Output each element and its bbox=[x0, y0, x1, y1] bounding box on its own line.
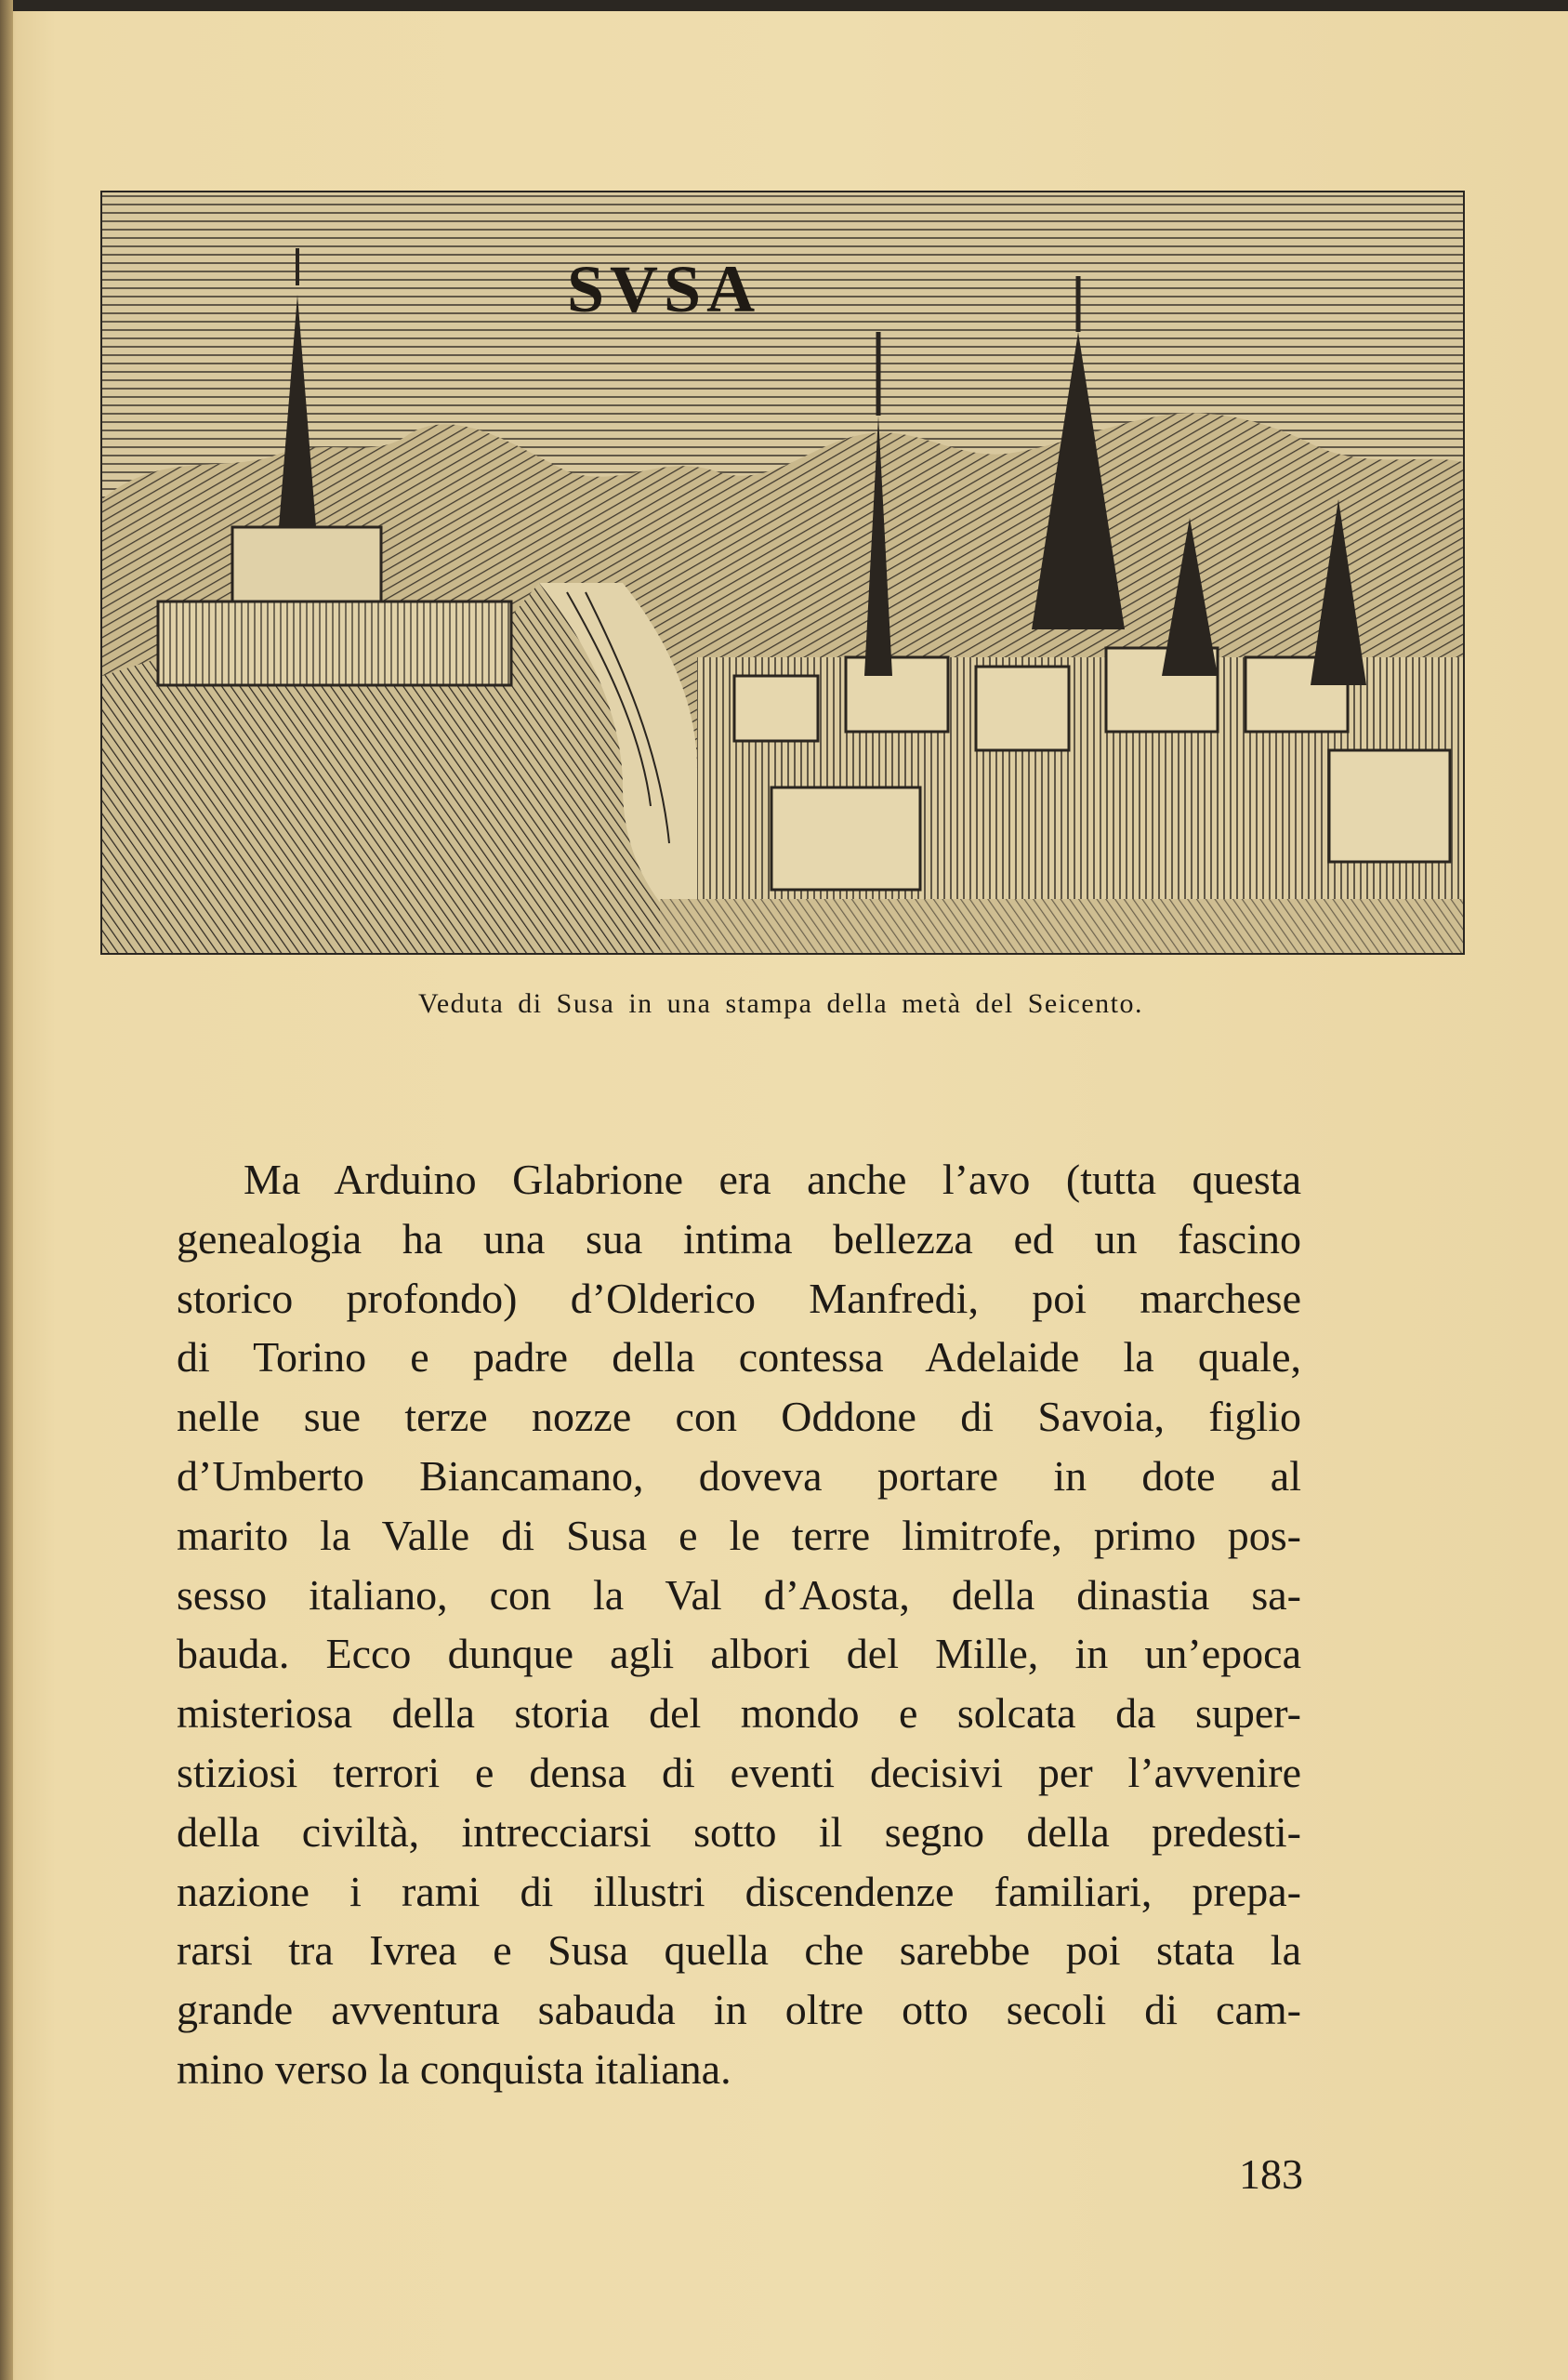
text-line: d’Umberto Biancamano, doveva portare in dote al bbox=[177, 1451, 1301, 1500]
illustration-caption: Veduta di Susa in una stampa della metà del Seicento. bbox=[418, 988, 1143, 1019]
text-line: di Torino e padre della contessa Adelaide la quale, bbox=[177, 1333, 1301, 1382]
text-line: rarsi tra Ivrea e Susa quella che sarebbe poi stata la bbox=[177, 1926, 1301, 1975]
text-line: sesso italiano, con la Val d’Aosta, della dinastia sa- bbox=[177, 1570, 1301, 1619]
body-paragraph bbox=[177, 1150, 1301, 2099]
page-number: 183 bbox=[1239, 2150, 1303, 2198]
page-binding-edge bbox=[0, 0, 13, 2380]
text-line: bauda. Ecco dunque agli albori del Mille, in un’epoca bbox=[177, 1630, 1301, 1678]
engraving-inscription: SVSA bbox=[567, 252, 761, 326]
text-line: della civiltà, intrecciarsi sotto il segno della predesti- bbox=[177, 1807, 1301, 1856]
text-line: marito la Valle di Susa e le terre limitrofe, primo pos- bbox=[177, 1511, 1301, 1559]
text-line: Ma Arduino Glabrione era anche l’avo (tutta questa bbox=[244, 1156, 1301, 1203]
text-line: storico profondo) d’Olderico Manfredi, poi marchese bbox=[177, 1274, 1301, 1322]
scan-edge bbox=[0, 0, 1568, 11]
text-line: stiziosi terrori e densa di eventi decisivi per l’avvenire bbox=[177, 1748, 1301, 1796]
text-line: misteriosa della storia del mondo e solcata da super- bbox=[177, 1689, 1301, 1738]
text-line: grande avventura sabauda in oltre otto secoli di cam- bbox=[177, 1986, 1301, 2034]
text-line: nelle sue terze nozze con Oddone di Savoia, figlio bbox=[177, 1393, 1301, 1441]
text-line: nazione i rami di illustri discendenze familiari, prepa- bbox=[177, 1867, 1301, 1915]
text-line: genealogia ha una sua intima bellezza ed un fascino bbox=[177, 1214, 1301, 1263]
text-line: mino verso la conquista italiana. bbox=[177, 2044, 731, 2093]
engraving-illustration bbox=[100, 191, 1465, 955]
